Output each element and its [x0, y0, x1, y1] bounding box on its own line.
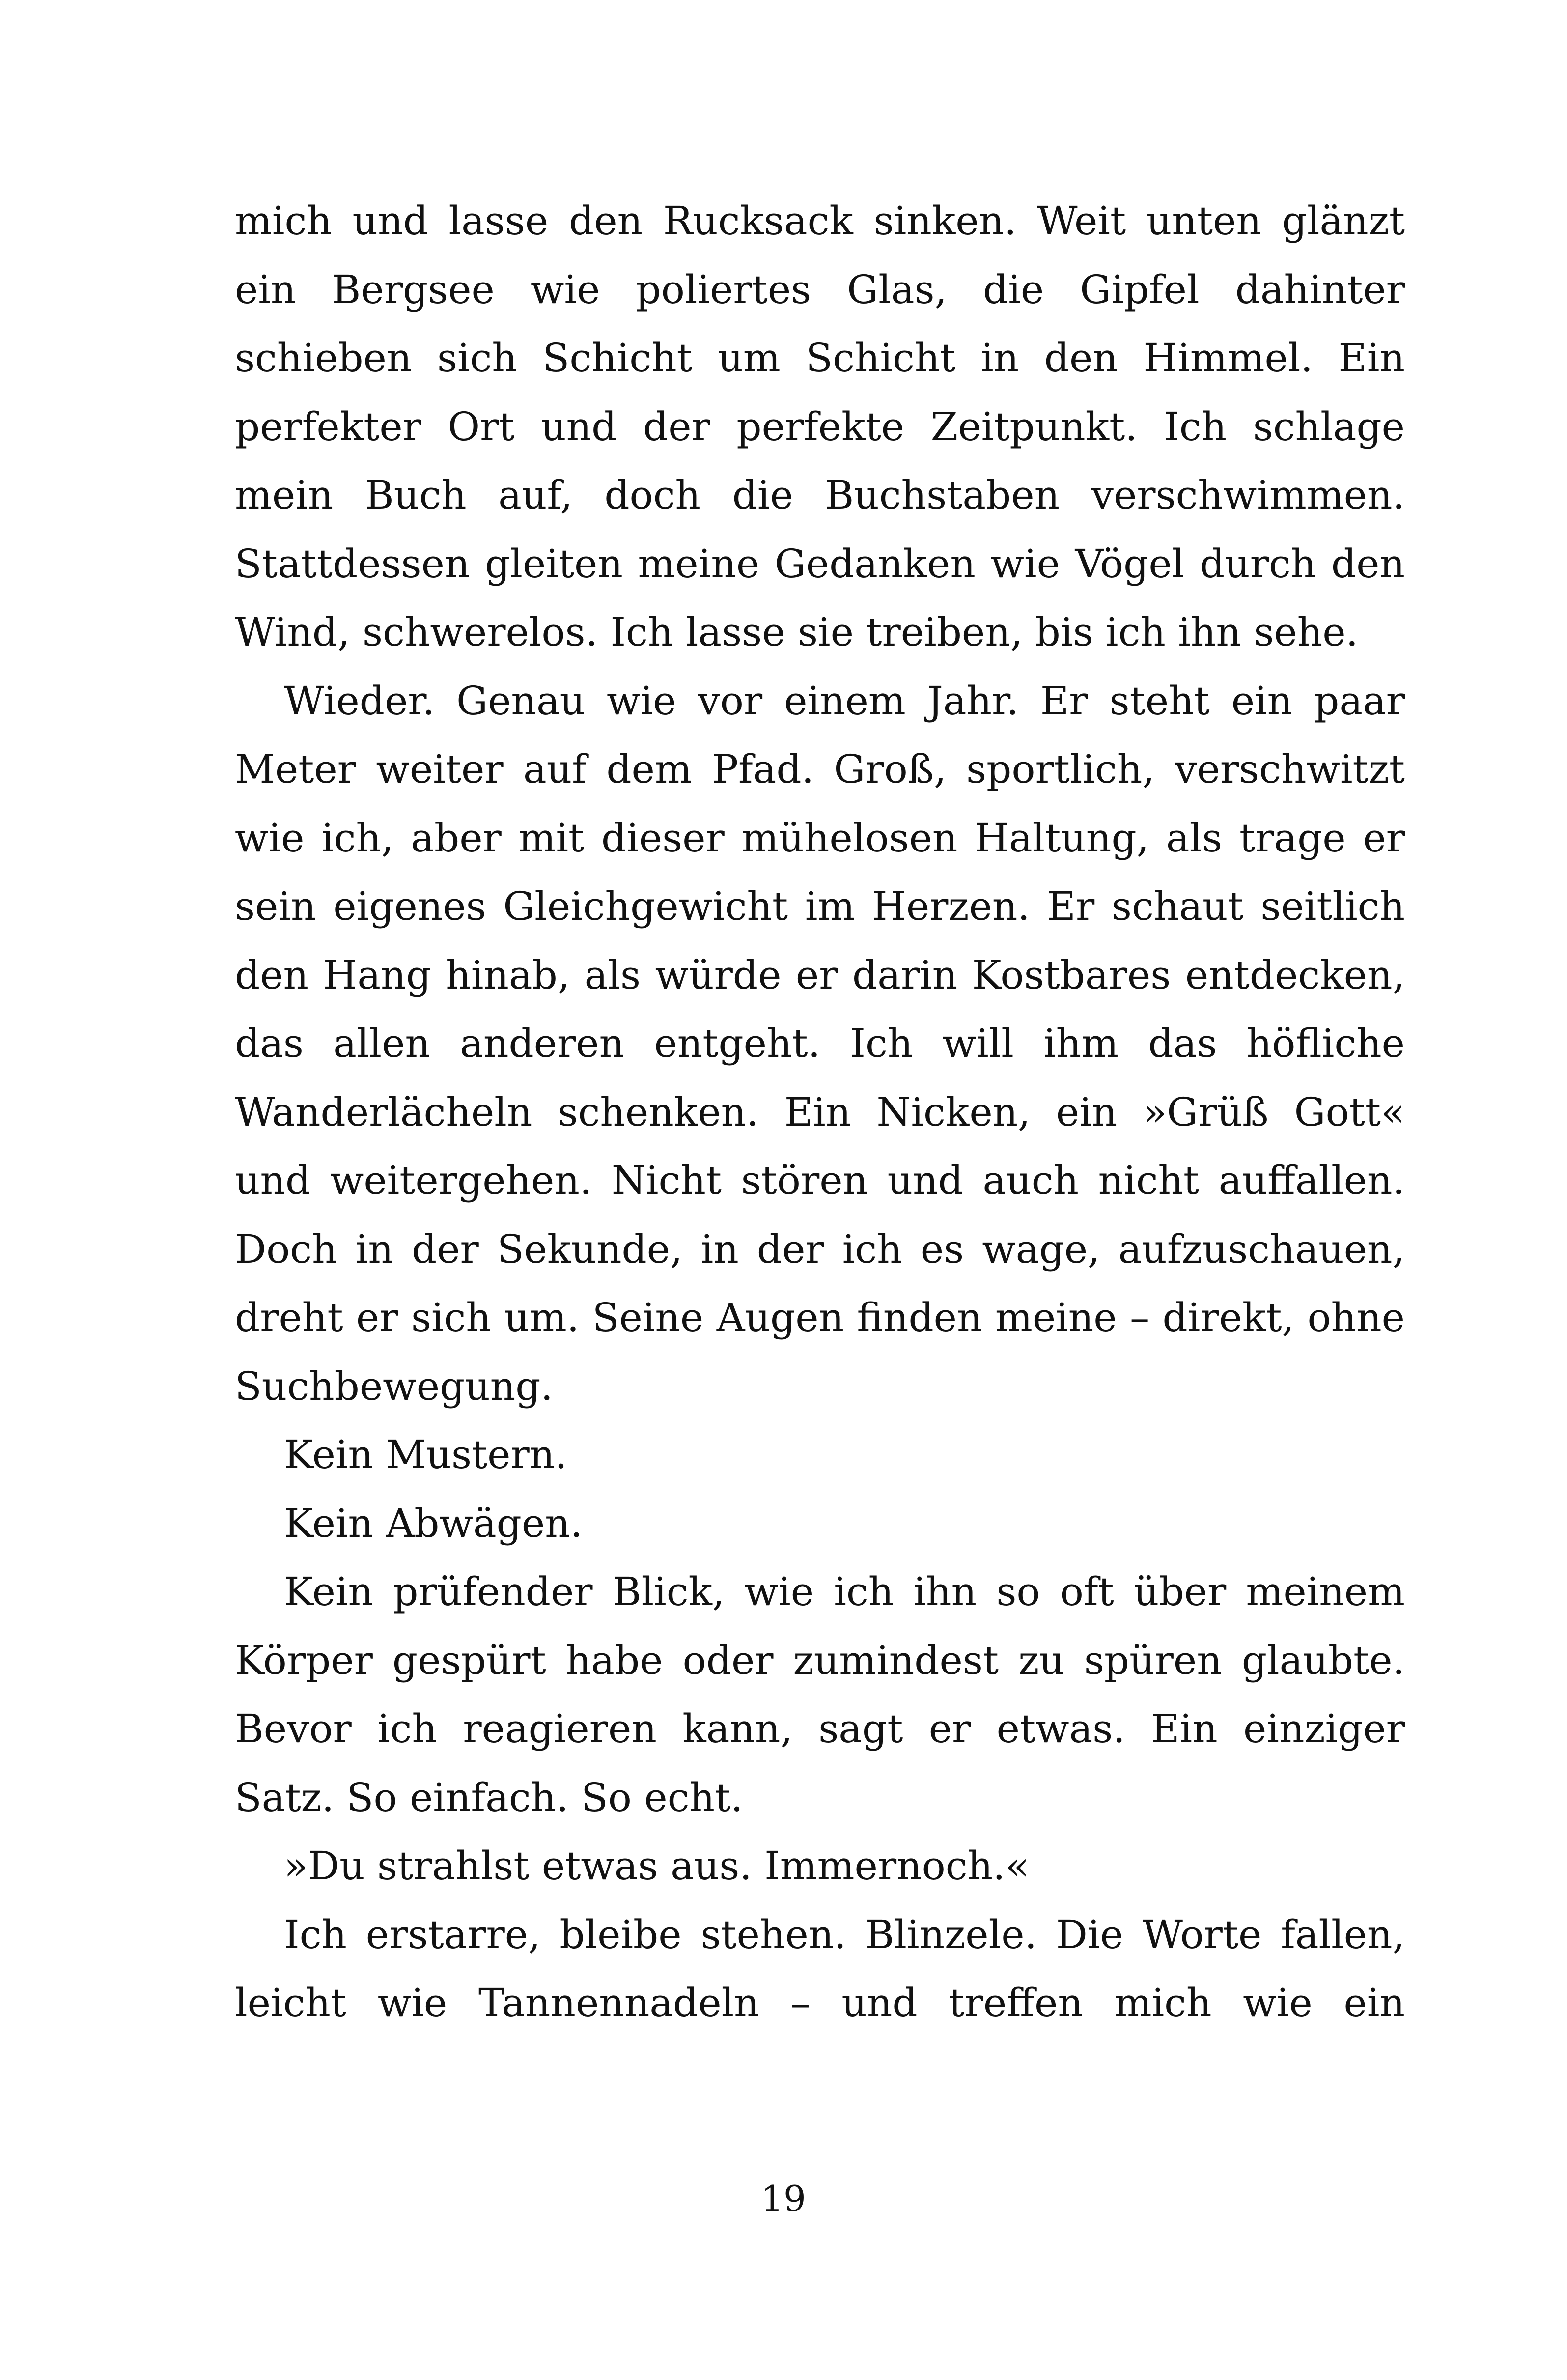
paragraph: Wieder. Genau wie vor einem Jahr. Er steht ein paar Meter weiter auf dem Pfad. Groß, sportlich, verschwitzt wie ich, aber mit dieser mühelosen Haltung, als trage er sein eigenes Gleichgewicht im Herzen. Er schaut seitlich den Hang hinab, als würde er darin Kostbares entdecken, das allen anderen entgeht. Ich will ihm das höfliche Wanderlächeln schenken. Ein Nicken, ein »Grüß Gott« und weitergehen. Nicht stören und auch nicht auffallen. Doch in der Sekunde, in der ich es wage, aufzuschauen, dreht er sich um. Seine Augen finden meine – direkt, ohne Suchbewegung.	[235, 678, 1405, 1409]
paragraph-continues-next-page: Ich erstarre, bleibe stehen. Blinzele. Die Worte fallen, leicht wie Tannennadeln – und treffen mich wie ein	[235, 1911, 1405, 2026]
page-number: 19	[761, 2178, 806, 2219]
paragraph: Kein Abwägen.	[284, 1500, 583, 1546]
paragraph: Kein Mustern.	[284, 1432, 567, 1477]
paragraph: Kein prüfender Blick, wie ich ihn so oft über meinem Körper gespürt habe oder zumindest zu spüren glaubte. Bevor ich reagieren kann, sagt er etwas. Ein einziger Satz. So einfach. So echt.	[235, 1569, 1405, 1820]
body-text	[235, 187, 1405, 2038]
dialogue-paragraph: »Du strahlst etwas aus. Immernoch.«	[284, 1843, 1030, 1889]
paragraph-continuation: mich und lasse den Rucksack sinken. Weit unten glänzt ein Bergsee wie poliertes Glas, die Gipfel dahinter schieben sich Schicht um Schicht in den Himmel. Ein perfekter Ort und der perfekte Zeitpunkt. Ich schlage mein Buch auf, doch die Buchstaben verschwimmen. Stattdessen gleiten meine Gedanken wie Vögel durch den Wind, schwerelos. Ich lasse sie treiben, bis ich ihn sehe.	[235, 198, 1405, 655]
